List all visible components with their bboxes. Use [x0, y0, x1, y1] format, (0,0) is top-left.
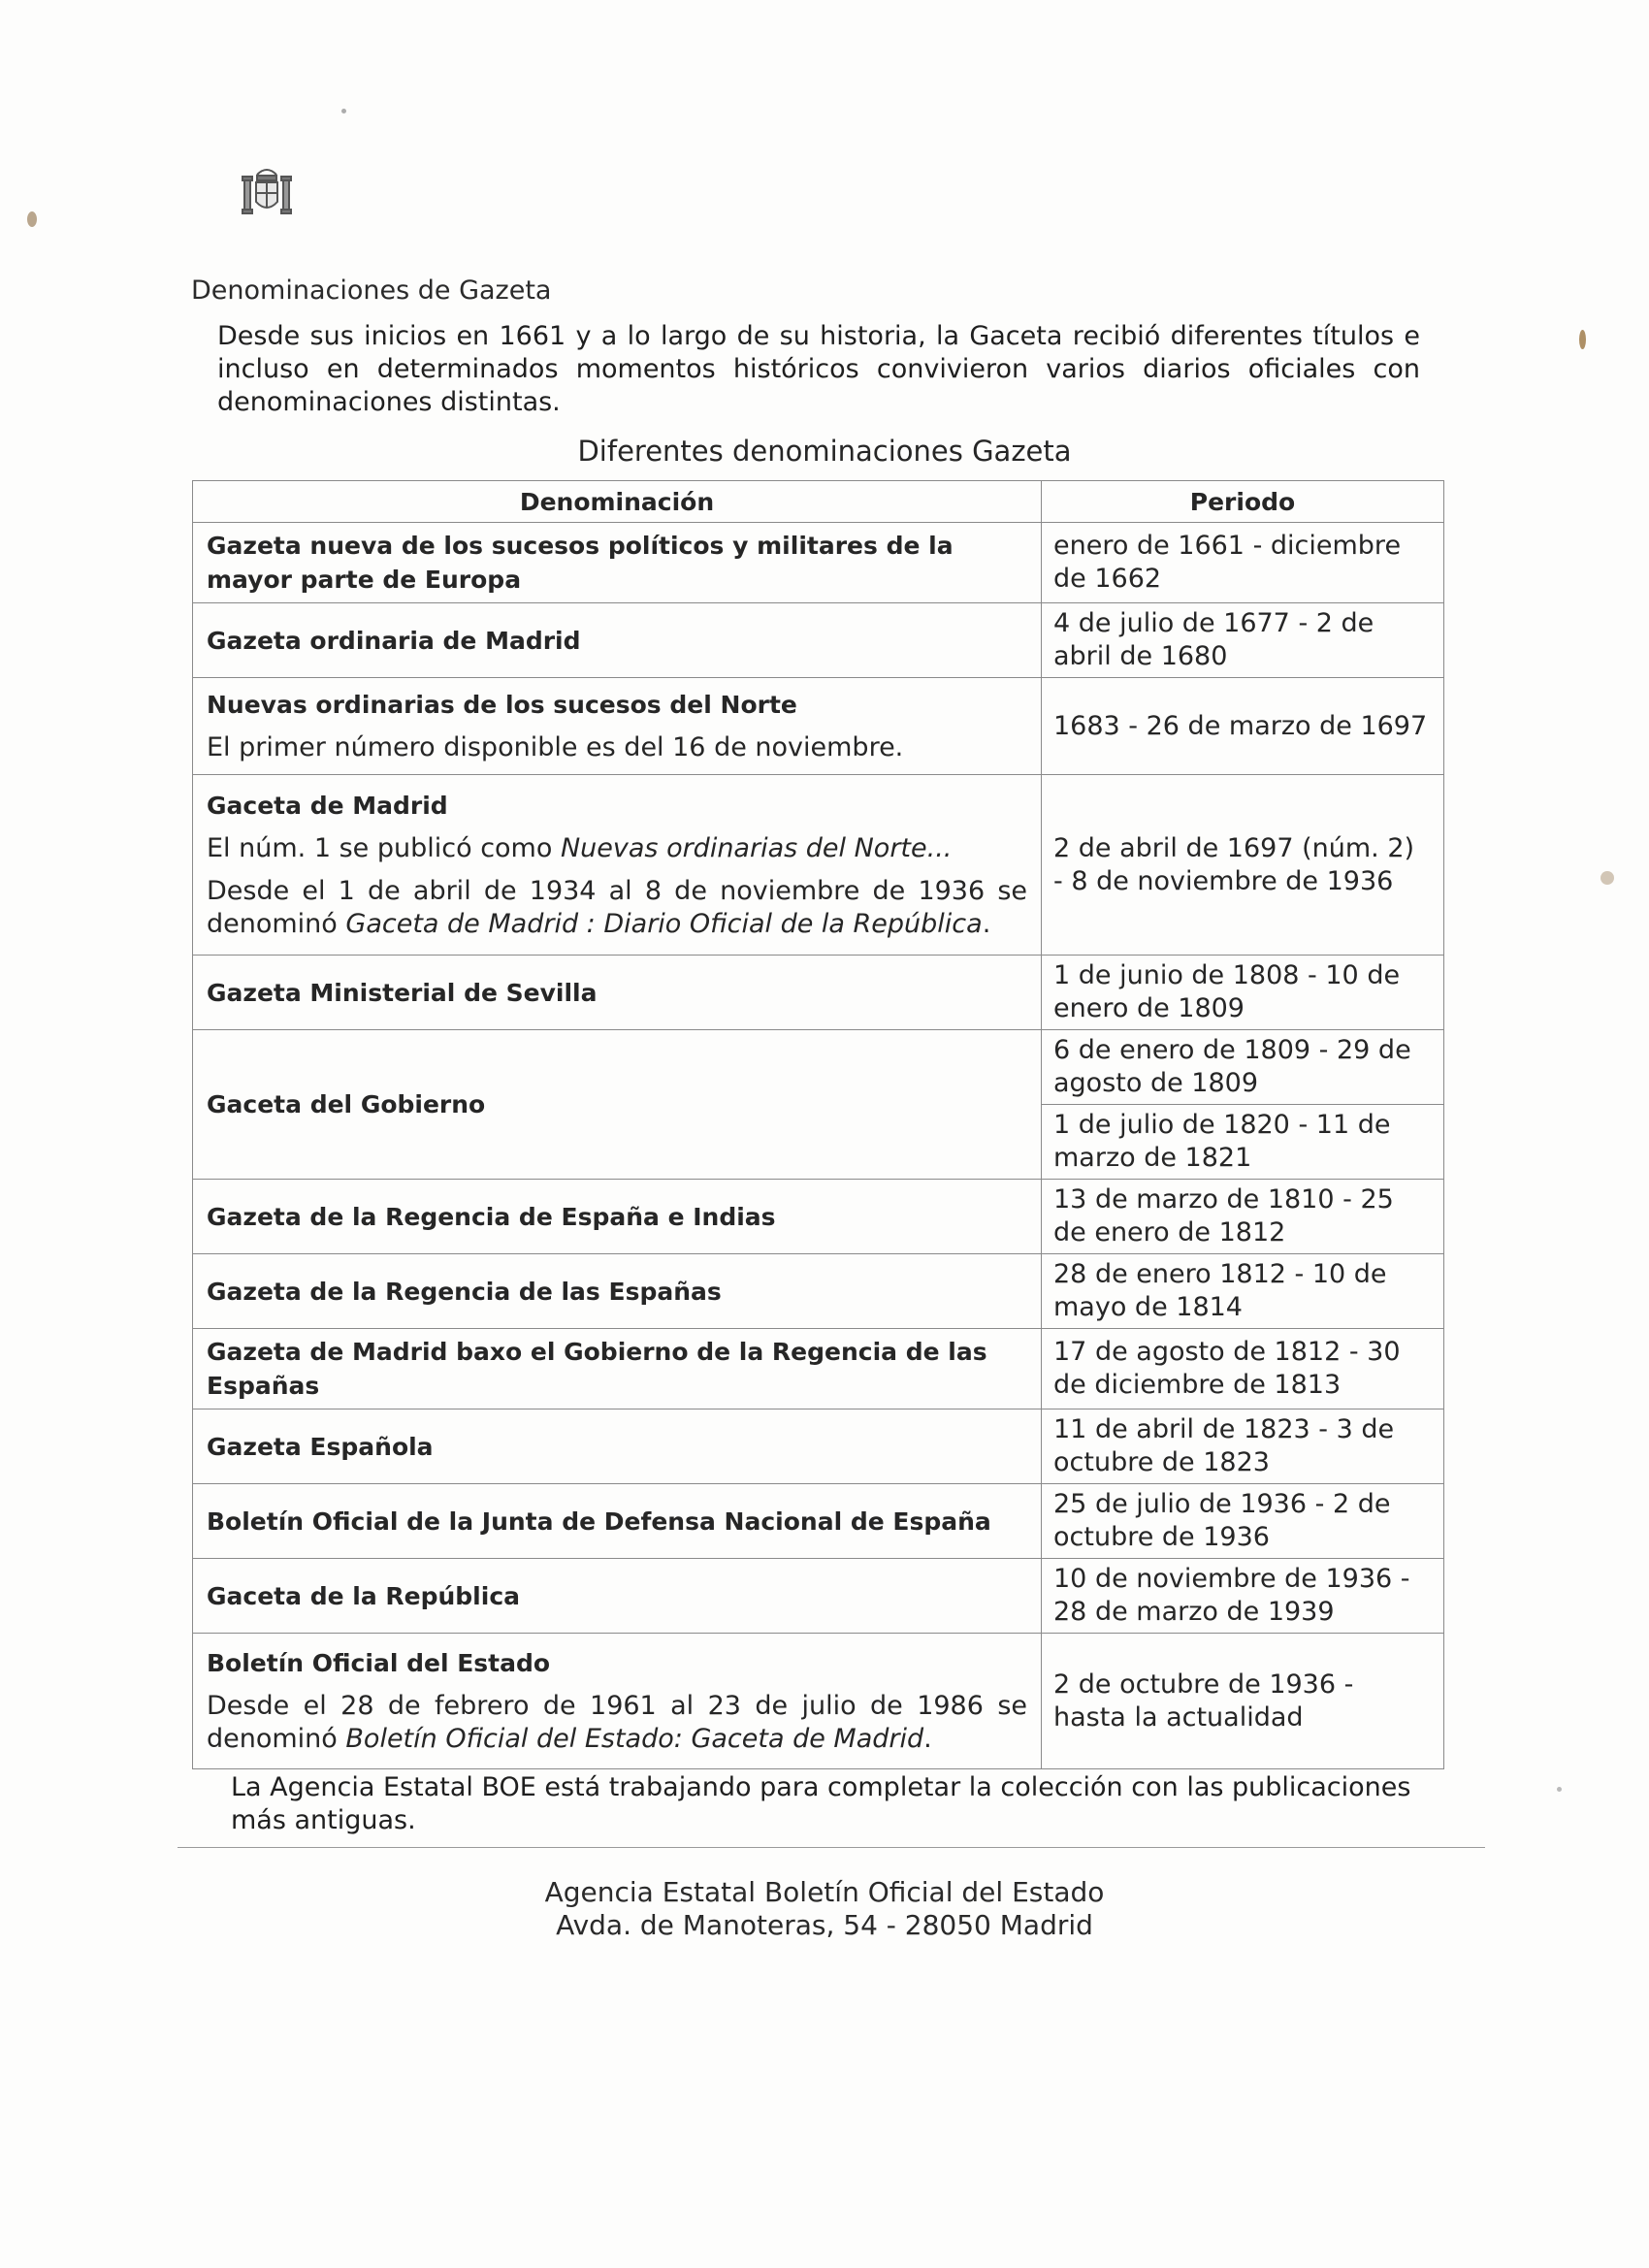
period-cell: 1 de junio de 1808 - 10 de enero de 1809 [1042, 956, 1444, 1030]
table-row [193, 523, 1444, 603]
table-row [193, 1634, 1444, 1769]
table-row [193, 956, 1444, 1030]
table-row [193, 1409, 1444, 1484]
period-cell: 11 de abril de 1823 - 3 de octubre de 1823 [1042, 1409, 1444, 1484]
denomination-cell: Gazeta nueva de los sucesos políticos y militares de la mayor parte de Europa [193, 523, 1042, 603]
denomination-cell [193, 678, 1042, 775]
denomination-cell [193, 775, 1042, 956]
footer-agency: Agencia Estatal Boletín Oficial del Estado [544, 1876, 1105, 1908]
table-row [193, 1254, 1444, 1329]
table-row [193, 1484, 1444, 1559]
coat-of-arms-icon [240, 163, 294, 221]
denomination-cell: Gazeta de la Regencia de España e Indias [193, 1180, 1042, 1254]
period-cell: 2 de abril de 1697 (núm. 2) - 8 de noviembre de 1936 [1042, 775, 1444, 956]
period-cell: 1 de julio de 1820 - 11 de marzo de 1821 [1042, 1105, 1444, 1180]
denomination-cell: Gazeta ordinaria de Madrid [193, 603, 1042, 678]
footer-divider [178, 1847, 1485, 1848]
denomination-cell: Gazeta de Madrid baxo el Gobierno de la Regencia de las Españas [193, 1329, 1042, 1409]
scan-speck [1600, 871, 1614, 885]
period-cell: 10 de noviembre de 1936 - 28 de marzo de 1939 [1042, 1559, 1444, 1634]
table-row [193, 1559, 1444, 1634]
footer-address [0, 1876, 1649, 1942]
scan-speck [1557, 1787, 1562, 1792]
period-cell: 1683 - 26 de marzo de 1697 [1042, 678, 1444, 775]
denomination-name: Nuevas ordinarias de los sucesos del Norte [207, 691, 797, 719]
scan-speck [27, 211, 37, 227]
scan-speck [341, 109, 346, 113]
intro-paragraph: Desde sus inicios en 1661 y a lo largo de su historia, la Gaceta recibió diferentes títulos e incluso en determinados momentos históricos convivieron varios diarios oficiales con denominaciones distintas. [217, 321, 1420, 417]
denomination-cell: Boletín Oficial de la Junta de Defensa Nacional de España [193, 1484, 1042, 1559]
header-denominacion: Denominación [193, 481, 1042, 523]
denomination-note: El primer número disponible es del 16 de noviembre. [207, 732, 904, 762]
denomination-name: Gaceta de Madrid [207, 792, 448, 820]
denomination-cell [193, 1634, 1042, 1769]
section-title: Denominaciones de Gazeta [191, 275, 552, 306]
period-cell: 28 de enero 1812 - 10 de mayo de 1814 [1042, 1254, 1444, 1329]
period-cell: 13 de marzo de 1810 - 25 de enero de 1812 [1042, 1180, 1444, 1254]
table-row [193, 678, 1444, 775]
denomination-cell: Gaceta de la República [193, 1559, 1042, 1634]
footer-street: Avda. de Manoteras, 54 - 28050 Madrid [556, 1909, 1093, 1941]
period-cell: 6 de enero de 1809 - 29 de agosto de 1809 [1042, 1030, 1444, 1105]
scan-speck [1579, 330, 1586, 349]
table-row [193, 1329, 1444, 1409]
table-row [193, 775, 1444, 956]
period-cell: 4 de julio de 1677 - 2 de abril de 1680 [1042, 603, 1444, 678]
closing-note: La Agencia Estatal BOE está trabajando para completar la colección con las publicaciones más antiguas. [231, 1772, 1411, 1835]
period-cell: 17 de agosto de 1812 - 30 de diciembre de 1813 [1042, 1329, 1444, 1409]
denomination-name: Boletín Oficial del Estado [207, 1649, 551, 1677]
denomination-cell: Gazeta Española [193, 1409, 1042, 1484]
denomination-cell: Gaceta del Gobierno [193, 1030, 1042, 1180]
denomination-note: Desde el 1 de abril de 1934 al 8 de noviembre de 1936 se denominó Gaceta de Madrid : Diario Oficial de la República. [207, 876, 1027, 939]
denomination-cell: Gazeta Ministerial de Sevilla [193, 956, 1042, 1030]
denomination-note: El núm. 1 se publicó como Nuevas ordinarias del Norte... [207, 833, 953, 863]
table-title: Diferentes denominaciones Gazeta [577, 435, 1072, 468]
table-row [193, 1180, 1444, 1254]
table-row [193, 1030, 1444, 1105]
period-cell: enero de 1661 - diciembre de 1662 [1042, 523, 1444, 603]
table-header-row [193, 481, 1444, 523]
period-cell: 25 de julio de 1936 - 2 de octubre de 1936 [1042, 1484, 1444, 1559]
table-row [193, 603, 1444, 678]
denominations-table [192, 480, 1444, 1769]
denomination-cell: Gazeta de la Regencia de las Españas [193, 1254, 1042, 1329]
header-periodo: Periodo [1042, 481, 1444, 523]
period-cell: 2 de octubre de 1936 - hasta la actualidad [1042, 1634, 1444, 1769]
denomination-note: Desde el 28 de febrero de 1961 al 23 de julio de 1986 se denominó Boletín Oficial del Estado: Gaceta de Madrid. [207, 1691, 1027, 1754]
